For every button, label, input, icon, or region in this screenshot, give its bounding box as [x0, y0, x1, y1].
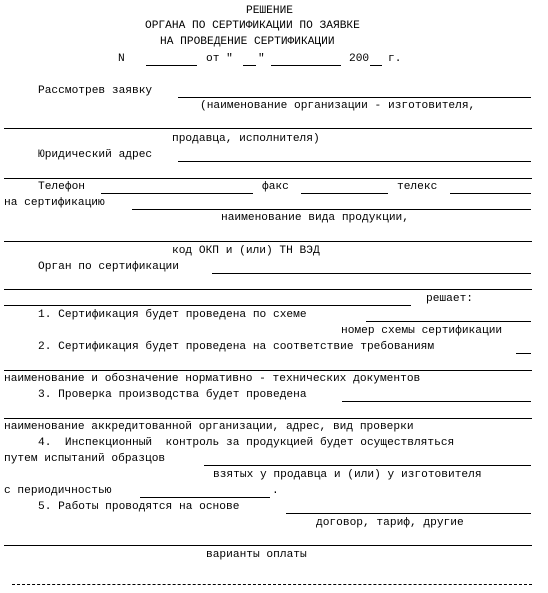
samples-line[interactable] [204, 465, 531, 466]
production-check-line[interactable] [342, 401, 531, 402]
product-hint: наименование вида продукции, [221, 212, 409, 224]
samples-source-hint: взятых у продавца и (или) у изготовителя [213, 469, 482, 481]
day-blank[interactable] [243, 65, 256, 66]
accredited-org-hint: наименование аккредитованной организации, адрес, вид проверки [4, 421, 414, 433]
document-title: РЕШЕНИЕ [246, 5, 293, 17]
item5-basis-label: 5. Работы проводятся на основе [38, 501, 240, 513]
periodicity-end: . [272, 485, 279, 497]
applicant-name-line-2[interactable] [4, 128, 532, 129]
certification-body-line-2[interactable] [4, 289, 532, 290]
periodicity-line[interactable] [140, 497, 270, 498]
certification-body-label: Орган по сертификации [38, 261, 179, 273]
reviewed-application-label: Рассмотрев заявку [38, 85, 153, 97]
fax-label: факс [262, 181, 289, 193]
date-from-label: от " [206, 53, 233, 65]
seller-hint: продавца, исполнителя) [172, 133, 320, 145]
fax-line[interactable] [301, 193, 388, 194]
scheme-line[interactable] [366, 321, 531, 322]
contract-tariff-hint: договор, тариф, другие [316, 517, 464, 529]
requirements-line-2[interactable] [4, 370, 532, 371]
payment-line[interactable] [4, 545, 532, 546]
basis-line[interactable] [286, 513, 531, 514]
normative-docs-hint: наименование и обозначение нормативно - технических документов [4, 373, 421, 385]
phone-line[interactable] [101, 193, 253, 194]
number-label: N [118, 53, 125, 65]
payment-options-hint: варианты оплаты [206, 549, 307, 561]
number-blank[interactable] [146, 65, 197, 66]
day-quote-close: " [258, 53, 265, 65]
product-line-2[interactable] [4, 241, 532, 242]
requirements-line[interactable] [516, 353, 531, 354]
production-check-line-2[interactable] [4, 418, 532, 419]
year-prefix: 200 [349, 53, 370, 65]
legal-address-line-2[interactable] [4, 178, 532, 179]
periodicity-label: с периодичностью [4, 485, 112, 497]
okp-code-hint: код ОКП и (или) ТН ВЭД [172, 245, 320, 257]
organization-hint: (наименование организации - изготовителя, [200, 100, 476, 112]
bottom-separator [12, 584, 532, 585]
telex-line[interactable] [450, 193, 531, 194]
document-subtitle-line1: ОРГАНА ПО СЕРТИФИКАЦИИ ПО ЗАЯВКЕ [145, 20, 360, 32]
certification-body-line[interactable] [212, 273, 531, 274]
item3-production-check-label: 3. Проверка производства будет проведена [38, 389, 307, 401]
item1-scheme-label: 1. Сертификация будет проведена по схеме [38, 309, 307, 321]
product-line[interactable] [132, 209, 531, 210]
year-blank[interactable] [370, 65, 382, 66]
year-suffix: г. [388, 53, 402, 65]
applicant-name-line[interactable] [178, 97, 531, 98]
for-certification-label: на сертификацию [4, 197, 105, 209]
certification-body-line-3[interactable] [4, 305, 411, 306]
scheme-number-hint: номер схемы сертификации [341, 325, 503, 337]
month-blank[interactable] [271, 65, 341, 66]
item4-inspection-line2: путем испытаний образцов [4, 453, 166, 465]
phone-label: Телефон [38, 181, 85, 193]
item2-requirements-label: 2. Сертификация будет проведена на соответствие требованиям [38, 341, 435, 353]
document-subtitle-line2: НА ПРОВЕДЕНИЕ СЕРТИФИКАЦИИ [160, 36, 335, 48]
legal-address-line[interactable] [178, 161, 531, 162]
telex-label: телекс [397, 181, 438, 193]
decides-label: решает: [426, 293, 473, 305]
item4-inspection-line1: 4. Инспекционный контроль за продукцией будет осуществляться [38, 437, 455, 449]
legal-address-label: Юридический адрес [38, 149, 153, 161]
